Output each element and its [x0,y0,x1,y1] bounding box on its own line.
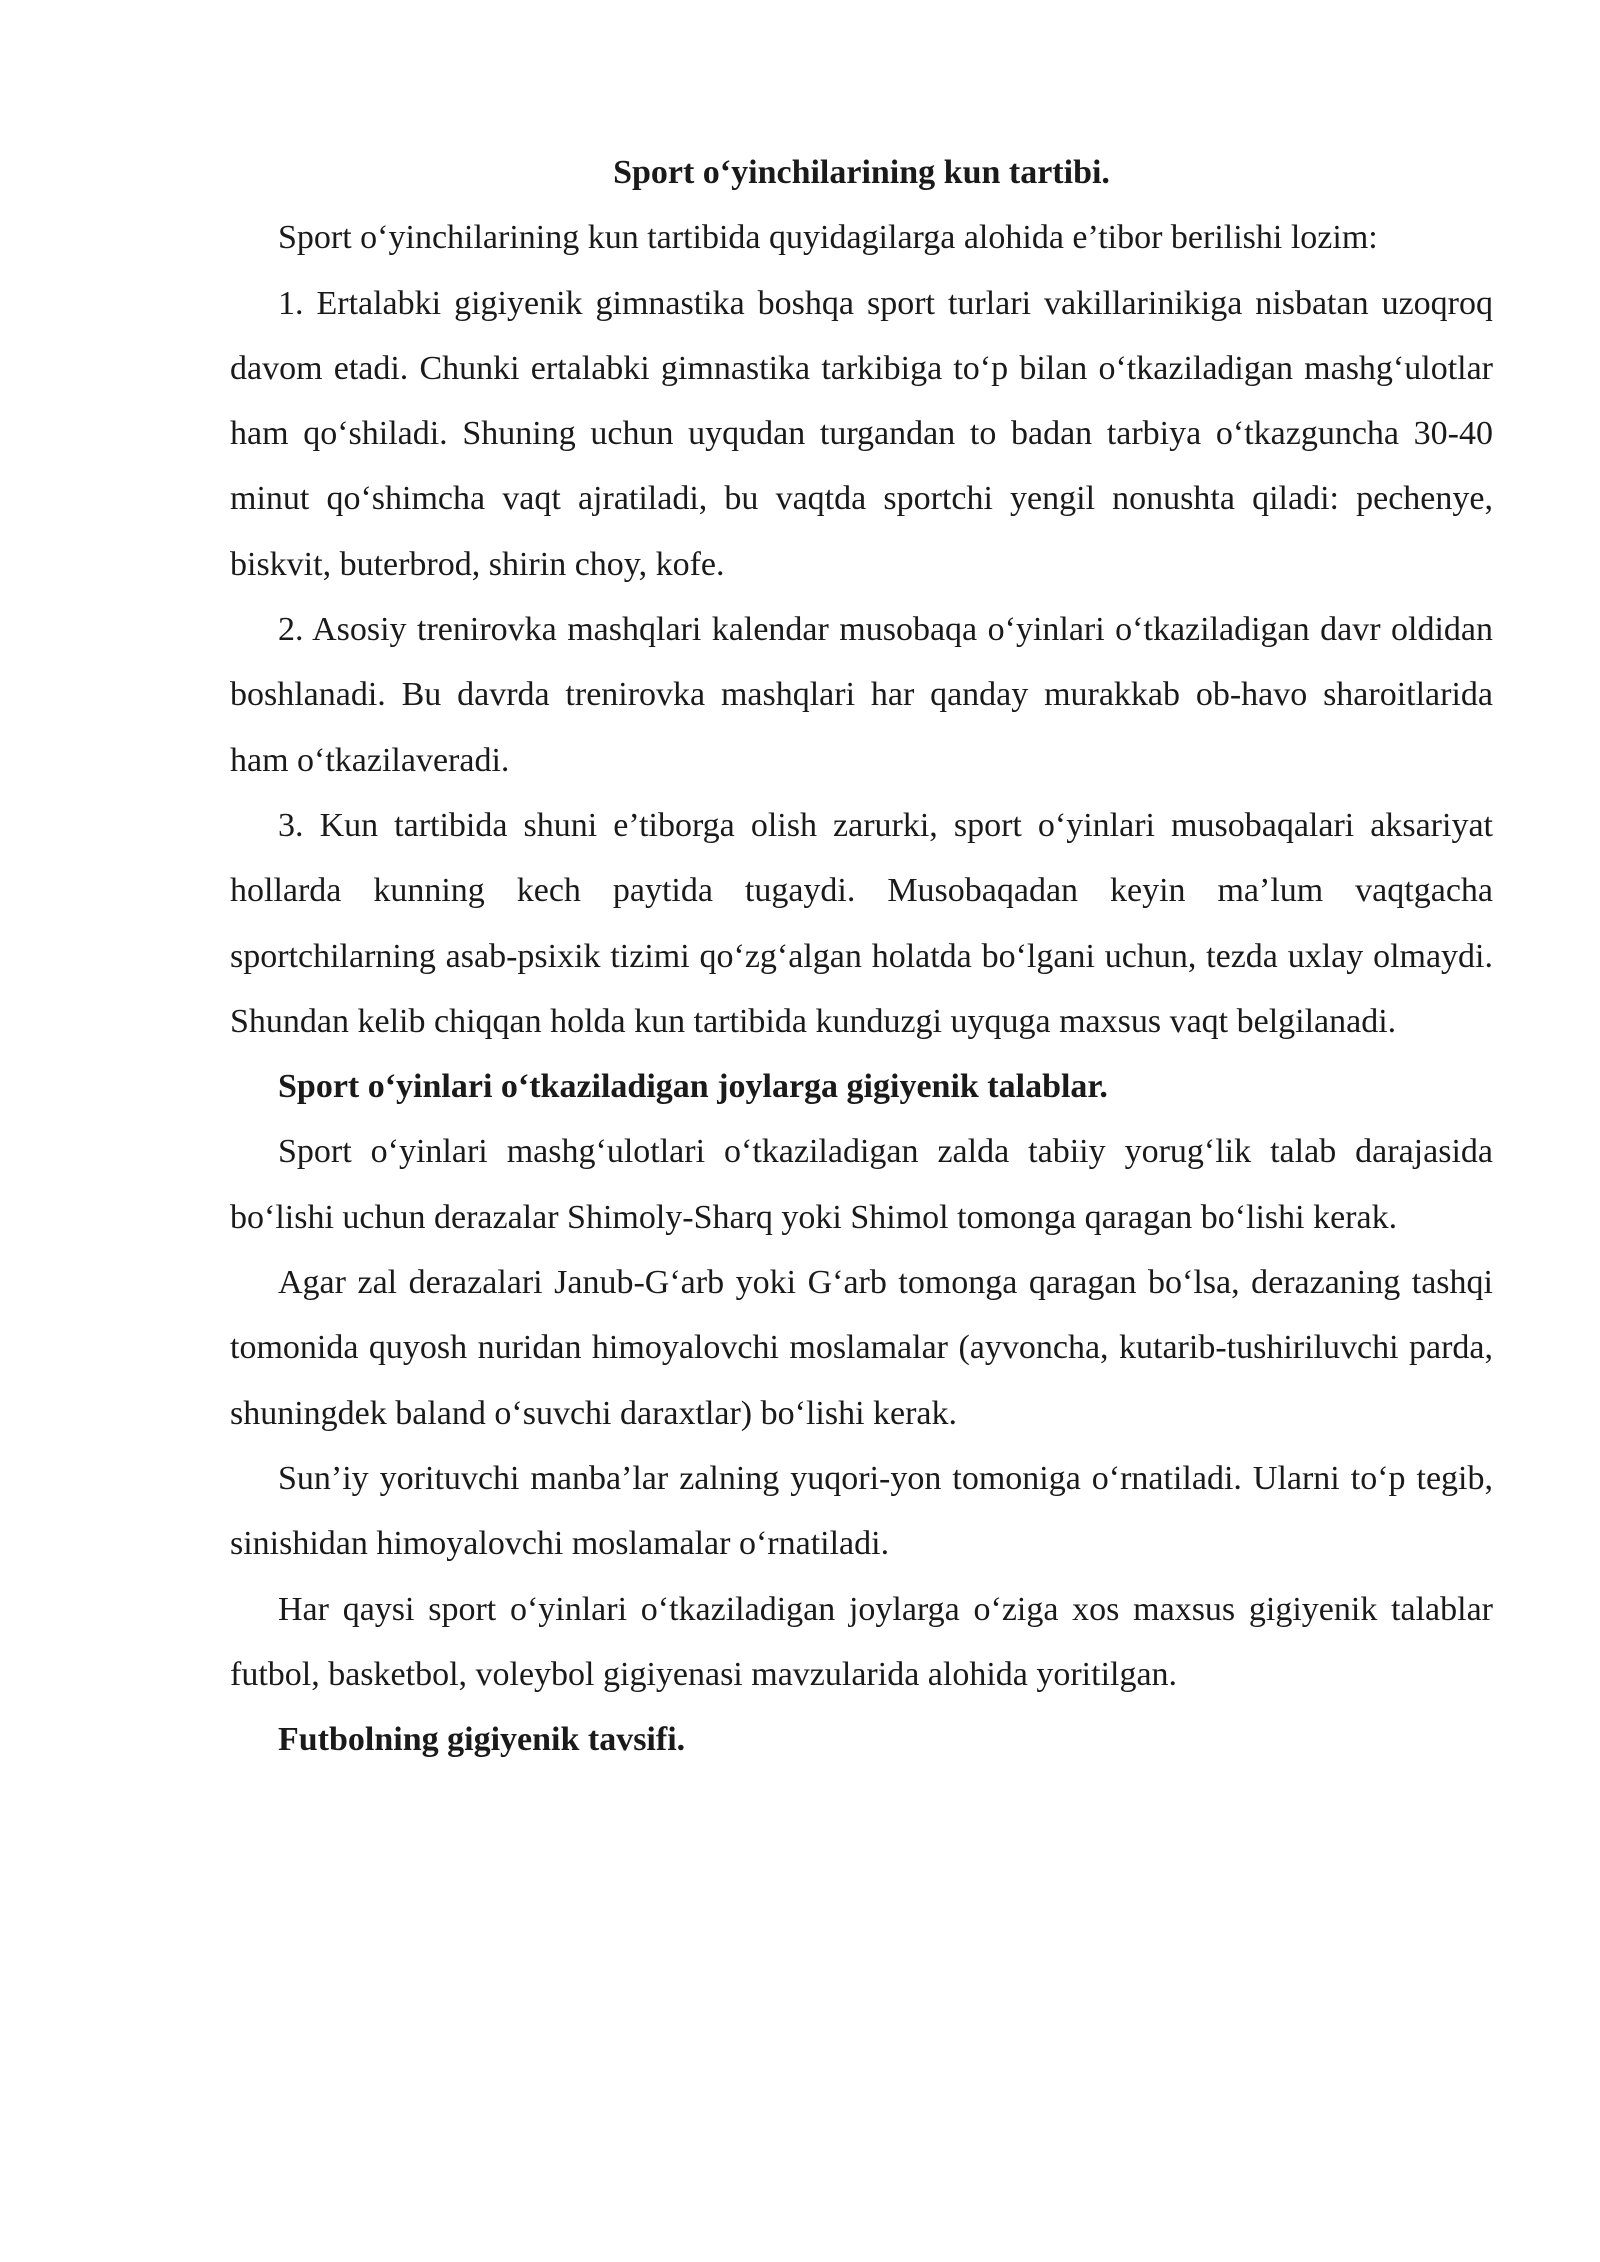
document-body [230,140,1493,1772]
document-title: Sport o‘yinchilarining kun tartibi. [613,154,1110,191]
paragraph-item-2: 2. Asosiy trenirovka mashqlari kalendar musobaqa o‘yinlari o‘tkaziladigan davr oldidan boshlanadi. Bu davrda trenirovka mashqlari har qanday murakkab ob-havo sharoitlarida ham o‘tkazilaveradi. [230,611,1493,779]
paragraph-venue-specific: Har qaysi sport o‘yinlari o‘tkaziladigan joylarga o‘ziga xos maxsus gigiyenik talablar futbol, basketbol, voleybol gigiyenasi mavzularida alohida yoritilgan. [230,1590,1493,1693]
paragraph-intro: Sport o‘yinchilarining kun tartibida quyidagilarga alohida e’tibor berilishi lozim: [278,219,1378,257]
section-heading-football: Futbolning gigiyenik tavsifi. [278,1721,686,1759]
paragraph-item-3: 3. Kun tartibida shuni e’tiborga olish zarurki, sport o‘yinlari musobaqalari aksariyat hollarda kunning kech paytida tugaydi. Musobaqadan keyin ma’lum vaqtgacha sportchilarning asab-psixik tizimi qo‘zg‘algan holatda bo‘lgani uchun, tezda uxlay olmaydi. Shundan kelib chiqqan holda kun tartibida kunduzgi uyquga maxsus vaqt belgilanadi. [230,806,1493,1040]
paragraph-venue-artificial-light: Sun’iy yorituvchi manba’lar zalning yuqori-yon tomoniga o‘rnatiladi. Ularni to‘p tegib, sinishidan himoyalovchi moslamalar o‘rnatiladi. [230,1459,1493,1563]
section-heading-venues: Sport o‘yinlari o‘tkaziladigan joylarga gigiyenik talablar. [278,1068,1108,1106]
paragraph-venue-lighting: Sport o‘yinlari mashg‘ulotlari o‘tkaziladigan zalda tabiiy yorug‘lik talab darajasida bo‘lishi uchun derazalar Shimoly-Sharq yoki Shimol tomonga qaragan bo‘lishi kerak. [230,1133,1493,1236]
paragraph-item-1: 1. Ertalabki gigiyenik gimnastika boshqa sport turlari vakillarinikiga nisbatan uzoqroq davom etadi. Chunki ertalabki gimnastika tarkibiga to‘p bilan o‘tkaziladigan mashg‘ulotlar ham qo‘shiladi. Shuning uchun uyqudan turgandan to badan tarbiya o‘tkazguncha 30-40 minut qo‘shimcha vaqt ajratiladi, bu vaqtda sportchi yengil nonushta qiladi: pechenye, biskvit, buterbrod, shirin choy, kofe. [230,284,1493,583]
paragraph-venue-windows: Agar zal derazalari Janub-G‘arb yoki G‘arb tomonga qaragan bo‘lsa, derazaning tashqi tomonida quyosh nuridan himoyalovchi moslamalar (ayvoncha, kutarib-tushiriluvchi parda, shuningdek baland o‘suvchi daraxtlar) bo‘lishi kerak. [230,1264,1493,1432]
